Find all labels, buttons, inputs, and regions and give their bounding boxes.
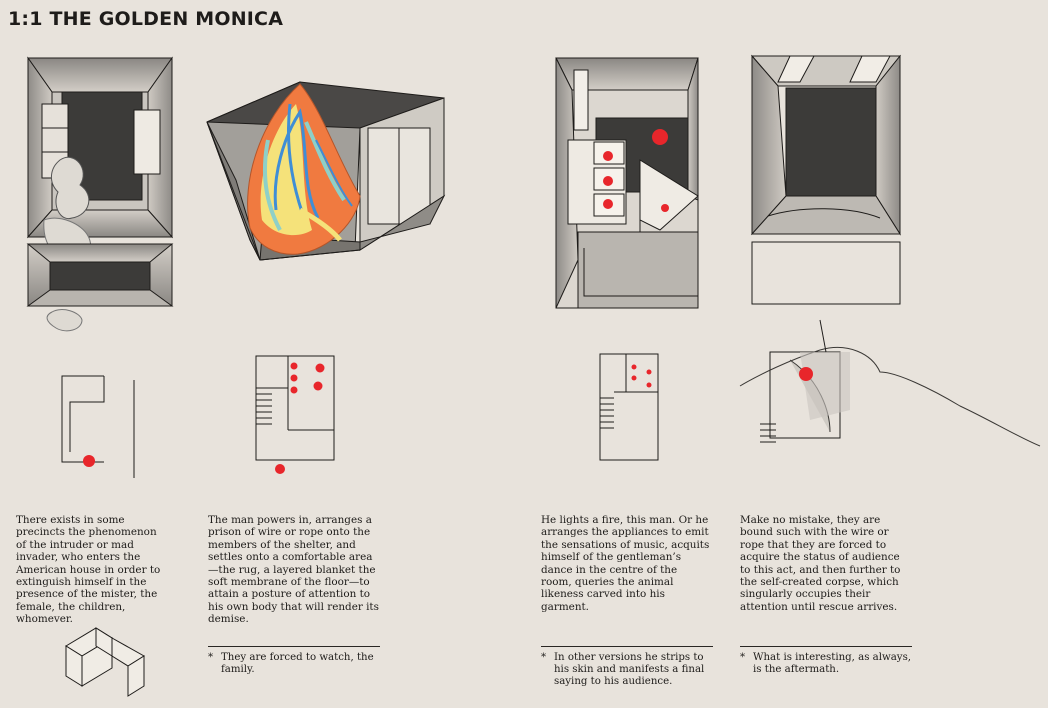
room-4-plan-view xyxy=(752,56,900,304)
footnote-text: They are forced to watch, the family. xyxy=(221,652,374,676)
room-2-perspective-blanket xyxy=(207,82,444,260)
paragraph-audience: Make no mistake, they are bound such with the wire or rope that they are forced to acquire the status of audience to this act, and then further to the self-created corpse, which singularly occupies their attention until rescue arrives. xyxy=(740,514,901,613)
small-plan-4-figure-sketch xyxy=(740,320,1040,446)
room-3-plan-view xyxy=(556,58,698,308)
paragraph-prison: The man powers in, arranges a prison of wire or rope onto the members of the shelter, and settles onto a comfortable area—the rug, a layered blanket the soft membrane of the floor—to attain a posture of attention to his own body that will render its demise. xyxy=(208,514,379,626)
isometric-wall-model xyxy=(66,628,144,696)
page-title: 1:1 THE GOLDEN MONICA xyxy=(8,8,284,30)
small-plan-1 xyxy=(62,376,134,478)
footnote-marker: * xyxy=(208,652,214,663)
footnote-strips xyxy=(541,646,713,689)
red-dots xyxy=(83,129,813,474)
footnote-watch xyxy=(208,646,380,676)
footnote-text: What is interesting, as always, is the aftermath. xyxy=(753,652,912,676)
footnote-aftermath xyxy=(740,646,912,676)
footnote-marker: * xyxy=(541,652,547,663)
footnote-marker: * xyxy=(740,652,746,663)
footnote-text: In other versions he strips to his skin and manifests a final saying to his audience. xyxy=(554,652,705,688)
paragraph-intruder: There exists in some precincts the phenomenon of the intruder or mad invader, who enters the American house in order to extinguish himself in the presence of the mister, the female, the children, whomever. xyxy=(16,514,161,626)
room-1-plan-view xyxy=(28,58,172,331)
paragraph-fire: He lights a fire, this man. Or he arranges the appliances to emit the sensations of music, acquits himself of the gentleman’s dance in the centre of the room, queries the animal likeness carved into his garment. xyxy=(541,514,710,613)
